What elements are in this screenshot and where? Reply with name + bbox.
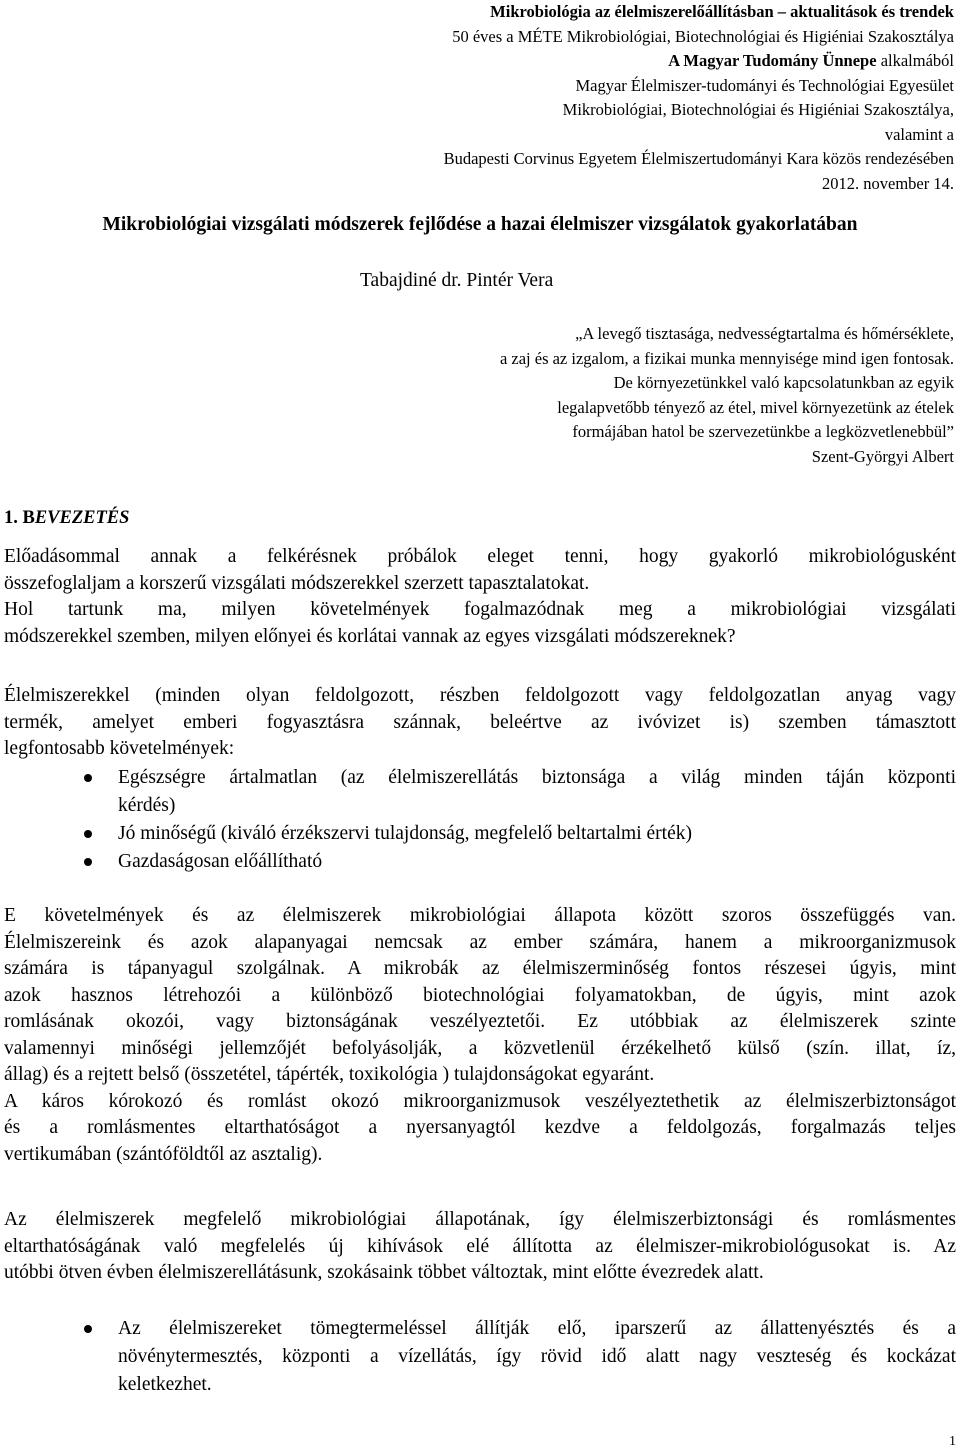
header-line: Magyar Élelmiszer-tudományi és Technológiai Egyesület bbox=[575, 75, 954, 95]
header-line: valamint a bbox=[884, 124, 954, 144]
section-title: EVEZETÉS bbox=[34, 508, 130, 528]
text-line: keletkezhet. bbox=[118, 1374, 212, 1395]
header-bold-text: A Magyar Tudomány Ünnepe bbox=[668, 51, 877, 70]
text-line: E követelmények és az élelmiszerek mikrobiológiai állapota között szoros összefüggés van. bbox=[4, 905, 956, 926]
text-line: Az élelmiszereket tömegtermeléssel állítják elő, iparszerű az állattenyésztés és a bbox=[118, 1318, 956, 1339]
motto-line: a zaj és az izgalom, a fizikai munka mennyisége mind igen fontosak. bbox=[499, 348, 954, 368]
text-line: utóbbi ötven évben élelmiszerellátásunk, szokásaink többet változtak, mint előtte évezredek alatt. bbox=[4, 1262, 764, 1283]
motto-line: formájában hatol be szervezetünkbe a legközvetlenebbül” bbox=[572, 422, 954, 441]
motto-quote bbox=[254, 322, 954, 469]
text-line: Élelmiszerekkel (minden olyan feldolgozott, részben feldolgozott vagy feldolgozatlan anyag vagy bbox=[4, 685, 956, 706]
text-line: A káros kórokozó és romlást okozó mikroorganizmusok veszélyeztethetik az élelmiszerbiztonságot bbox=[4, 1090, 956, 1112]
text-line: Jó minőségű (kiváló érzékszervi tulajdonság, megfelelő beltartalmi érték) bbox=[118, 823, 692, 844]
text-line: kérdés) bbox=[118, 795, 176, 816]
text-line: állag) és a rejtett belső (összetétel, tápérték, toxikológia ) tulajdonságokat egyaránt. bbox=[4, 1064, 655, 1085]
paragraph-microbiology bbox=[4, 903, 956, 1168]
paragraph-challenges bbox=[4, 1207, 956, 1287]
bullet-icon bbox=[84, 858, 92, 866]
challenges-list bbox=[0, 1315, 956, 1399]
document-title: Mikrobiológiai vizsgálati módszerek fejlődése a hazai élelmiszer vizsgálatok gyakorlatában bbox=[102, 214, 858, 235]
header-date: 2012. november 14. bbox=[822, 173, 954, 193]
header-line: Mikrobiológiai, Biotechnológiai és Higiéniai Szakosztálya, bbox=[562, 100, 954, 119]
text-line: növénytermesztés, központi a vízellátás, így rövid idő alatt nagy veszteség és kockázat bbox=[118, 1346, 956, 1367]
section-heading bbox=[4, 508, 129, 529]
motto-line: De környezetünkkel való kapcsolatunkban az egyik bbox=[613, 373, 954, 392]
text-line: romlásának okozói, vagy biztonságának veszélyeztetői. Ez utóbbiak az élelmiszerek szinte bbox=[4, 1011, 956, 1032]
header-line: Mikrobiológia az élelmiszerelőállításban – aktualitások és trendek bbox=[490, 2, 954, 21]
text-line: Előadásommal annak a felkérésnek próbálok eleget tenni, hogy gyakorló mikrobiológusként bbox=[4, 546, 956, 567]
paragraph-intro bbox=[4, 544, 956, 650]
text-line: legfontosabb követelmények: bbox=[4, 738, 235, 759]
section-number: 1. B bbox=[4, 508, 35, 528]
text-line: és a romlásmentes eltarthatóságot a nyersanyagtól kezdve a feldolgozás, forgalmazás teljes bbox=[4, 1117, 956, 1138]
paragraph-requirements bbox=[4, 683, 956, 763]
text-line: Az élelmiszerek megfelelő mikrobiológiai állapotának, így élelmiszerbiztonsági és romlásmentes bbox=[4, 1209, 956, 1230]
bullet-icon bbox=[84, 1325, 92, 1333]
text-line: számára is tápanyagul szolgálnak. A mikrobák az élelmiszerminőség fontos részesei úgyis, mint bbox=[4, 958, 956, 979]
list-item bbox=[0, 1315, 956, 1399]
requirements-list bbox=[0, 764, 956, 876]
header-line: Budapesti Corvinus Egyetem Élelmiszertudományi Kara közös rendezésében bbox=[443, 149, 954, 168]
conference-header bbox=[54, 0, 954, 196]
header-line: 50 éves a MÉTE Mikrobiológiai, Biotechnológiai és Higiéniai Szakosztálya bbox=[452, 26, 954, 46]
bullet-icon bbox=[84, 830, 92, 838]
motto-line: „A levegő tisztasága, nedvességtartalma és hőmérséklete, bbox=[575, 324, 954, 343]
text-line: Hol tartunk ma, milyen követelmények fogalmazódnak meg a mikrobiológiai vizsgálati bbox=[4, 599, 956, 620]
motto-line: legalapvetőbb tényező az étel, mivel környezetünk az ételek bbox=[557, 397, 954, 417]
text-line: eltarthatóságának való megfelelés új kihívások elé állította az élelmiszer-mikrobiológusokat is. Az bbox=[4, 1235, 956, 1257]
text-line: azok hasznos létrehozói a különböző biotechnológiai folyamatokban, de úgyis, mint azok bbox=[4, 984, 956, 1006]
page-number: 1 bbox=[949, 1434, 956, 1449]
author-name: Tabajdiné dr. Pintér Vera bbox=[360, 270, 554, 291]
text-line: Élelmiszereink és azok alapanyagai nemcsak az ember számára, hanem a mikroorganizmusok bbox=[4, 931, 956, 953]
text-line: Egészségre ártalmatlan (az élelmiszerellátás biztonsága a világ minden táján központi bbox=[118, 767, 956, 788]
motto-author: Szent-Györgyi Albert bbox=[811, 446, 954, 466]
bullet-icon bbox=[84, 774, 92, 782]
text-line: módszerekkel szemben, milyen előnyei és korlátai vannak az egyes vizsgálati módszereknek? bbox=[4, 625, 736, 647]
list-item bbox=[0, 848, 956, 876]
text-line: vertikumában (szántóföldtől az asztalig). bbox=[4, 1143, 323, 1165]
header-line bbox=[54, 49, 954, 74]
header-text: alkalmából bbox=[876, 51, 954, 70]
list-item bbox=[0, 764, 956, 820]
text-line: Gazdaságosan előállítható bbox=[118, 851, 323, 872]
text-line: termék, amelyet emberi fogyasztásra szánnak, beleértve az ivóvizet is) szemben támasztott bbox=[4, 711, 956, 733]
text-line: összefoglaljam a korszerű vizsgálati módszerekkel szerzett tapasztalatokat. bbox=[4, 572, 590, 594]
list-item bbox=[0, 820, 956, 848]
text-line: valamennyi minőségi jellemzőjét befolyásolják, a közvetlenül érzékelhető külső (szín. illat, íz, bbox=[4, 1037, 956, 1059]
